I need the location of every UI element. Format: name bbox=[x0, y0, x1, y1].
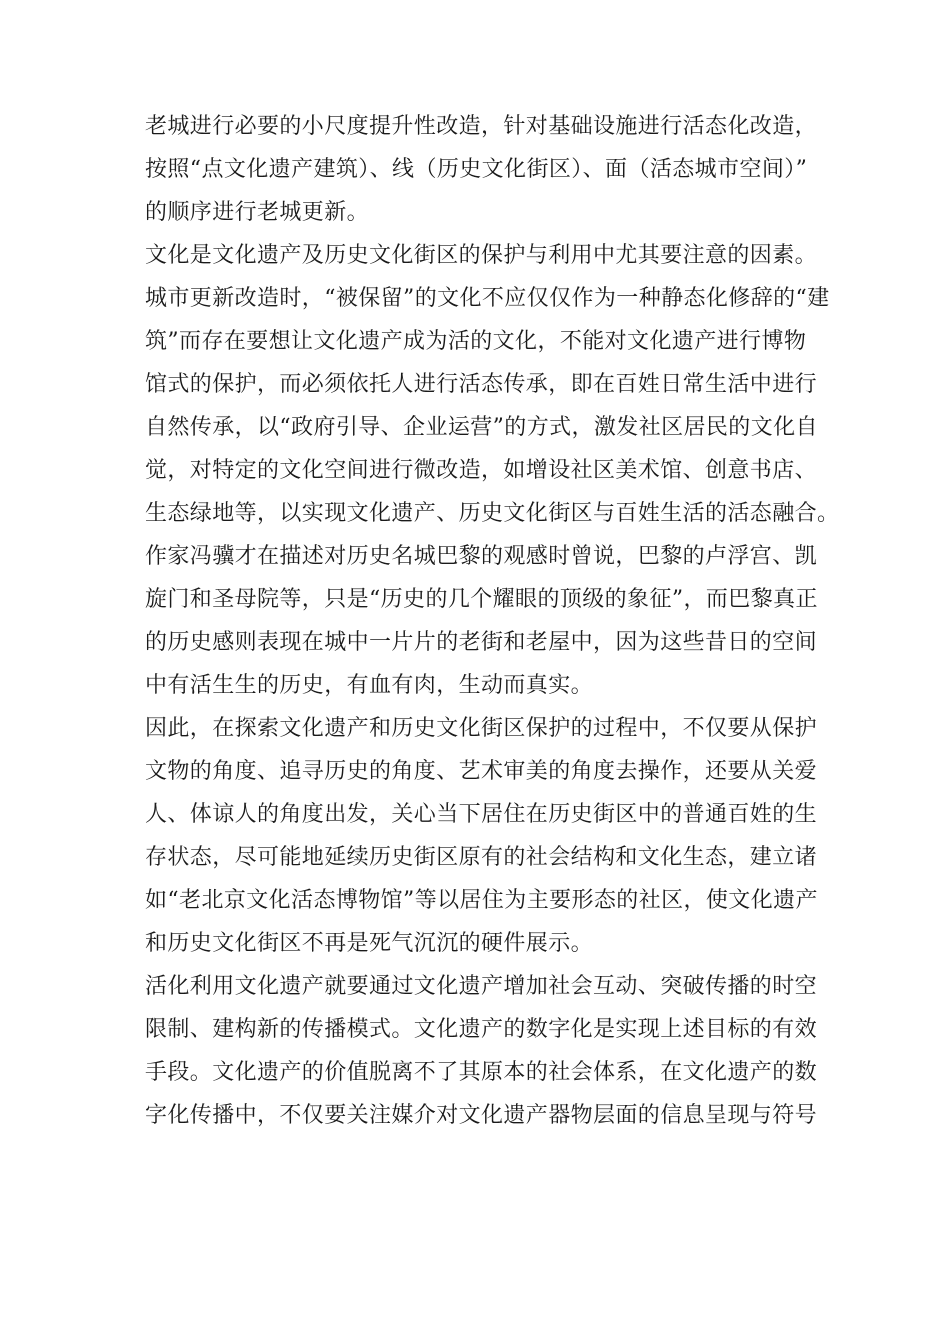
text-line: 城市更新改造时，“被保留”的文化不应仅仅作为一种静态化修辞的“建 bbox=[145, 286, 830, 311]
text-line: 限制、建构新的传播模式。文化遗产的数字化是实现上述目标的有效 bbox=[145, 1017, 818, 1042]
text-line: 文物的角度、追寻历史的角度、艺术审美的角度去操作，还要从关爱 bbox=[145, 759, 818, 784]
text-line: 觉，对特定的文化空间进行微改造，如增设社区美术馆、创意书店、 bbox=[145, 458, 818, 483]
text-line: 如“老北京文化活态博物馆”等以居住为主要形态的社区，使文化遗产 bbox=[145, 888, 818, 913]
text-line: 筑”而存在要想让文化遗产成为活的文化，不能对文化遗产进行博物 bbox=[145, 329, 807, 354]
text-line: 作家冯骥才在描述对历史名城巴黎的观感时曾说，巴黎的卢浮宫、凯 bbox=[145, 544, 818, 569]
text-line: 自然传承，以“政府引导、企业运营”的方式，激发社区居民的文化自 bbox=[145, 415, 818, 440]
text-line: 活化利用文化遗产就要通过文化遗产增加社会互动、突破传播的时空 bbox=[145, 974, 818, 999]
text-line: 的历史感则表现在城中一片片的老街和老屋中，因为这些昔日的空间 bbox=[145, 630, 818, 655]
text-line: 文化是文化遗产及历史文化街区的保护与利用中尤其要注意的因素。 bbox=[145, 243, 818, 268]
text-line: 按照“点文化遗产建筑）、线（历史文化街区）、面（活态城市空间）” bbox=[145, 157, 808, 182]
text-line: 人、体谅人的角度出发，关心当下居住在历史街区中的普通百姓的生 bbox=[145, 802, 818, 827]
text-line: 馆式的保护，而必须依托人进行活态传承，即在百姓日常生活中进行 bbox=[145, 372, 818, 397]
text-line: 旋门和圣母院等，只是“历史的几个耀眼的顶级的象征”，而巴黎真正 bbox=[145, 587, 818, 612]
text-line: 字化传播中，不仅要关注媒介对文化遗产器物层面的信息呈现与符号 bbox=[145, 1103, 818, 1128]
text-line: 中有活生生的历史，有血有肉，生动而真实。 bbox=[145, 673, 594, 698]
text-line: 存状态，尽可能地延续历史街区原有的社会结构和文化生态，建立诸 bbox=[145, 845, 818, 870]
text-line: 和历史文化街区不再是死气沉沉的硬件展示。 bbox=[145, 931, 594, 956]
text-line: 手段。文化遗产的价值脱离不了其原本的社会体系，在文化遗产的数 bbox=[145, 1060, 818, 1085]
text-line: 老城进行必要的小尺度提升性改造，针对基础设施进行活态化改造， bbox=[145, 114, 818, 139]
text-line: 因此，在探索文化遗产和历史文化街区保护的过程中，不仅要从保护 bbox=[145, 716, 818, 741]
text-line: 的顺序进行老城更新。 bbox=[145, 200, 370, 225]
text-line: 生态绿地等，以实现文化遗产、历史文化街区与百姓生活的活态融合。 bbox=[145, 501, 840, 526]
